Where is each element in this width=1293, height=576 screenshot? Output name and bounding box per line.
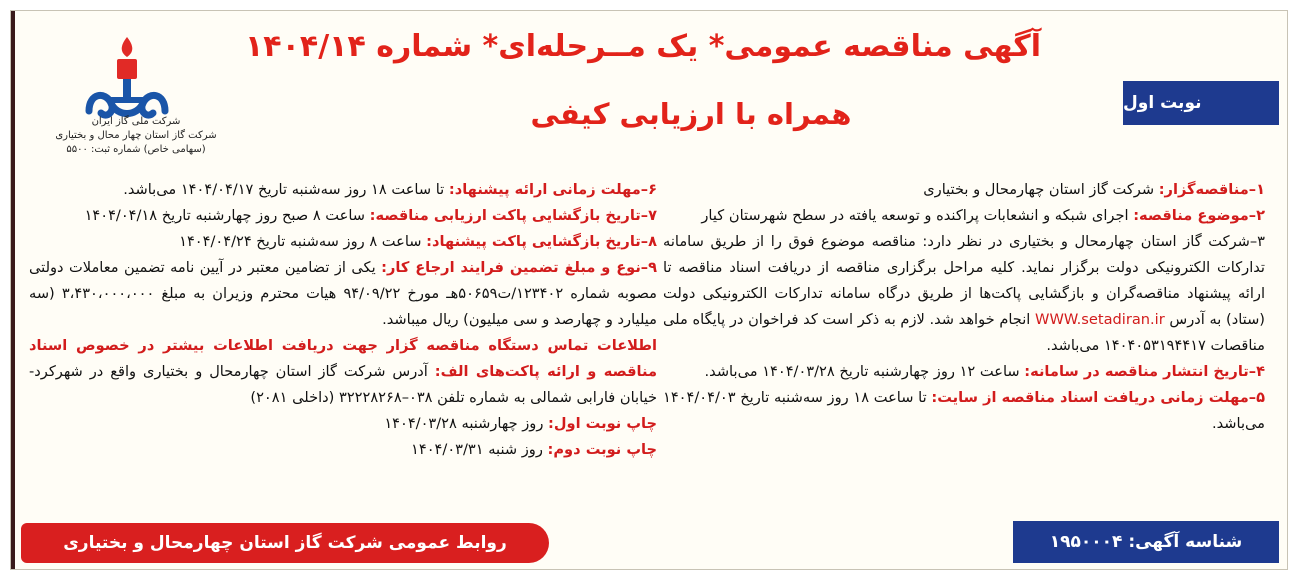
item-3 [663,229,1265,359]
company-caption [51,115,221,157]
item-7-label: ۷–تاریخ بازگشایی پاکت ارزیابی مناقصه: [369,207,657,224]
item-4 [663,359,1265,385]
contact-heading: اطلاعات تماس دستگاه مناقصه گزار جهت دریافت اطلاعات بیشتر در خصوص اسناد مناقصه و ارائه پاکت‌های الف: [29,337,658,380]
left-column [29,177,657,463]
print-first-label: چاپ نوبت اول: [548,415,657,432]
right-column [663,177,1265,437]
item-8-text: ساعت ۸ روز سه‌شنبه تاریخ ۱۴۰۴/۰۴/۲۴ [179,233,422,250]
caption-line-3: (سهامی خاص) شماره ثبت: ۵۵۰۰ [66,144,206,155]
notice-title: آگهی مناقصه عمومی* یک مــرحله‌ای* شماره ۱۴۰۴/۱۴ [244,29,1041,64]
item-2 [663,203,1265,229]
item-6-label: ۶–مهلت زمانی ارائه پیشنهاد: [448,181,657,198]
notice-subtitle: همراه با ارزیابی کیفی [530,97,852,131]
item-1-text: شرکت گاز استان چهارمحال و بختیاری [923,181,1155,198]
item-1 [663,177,1265,203]
print-second-text: روز شنبه ۱۴۰۴/۰۳/۳۱ [411,441,543,458]
item-4-text: ساعت ۱۲ روز چهارشنبه تاریخ ۱۴۰۴/۰۳/۲۸ می‌باشد. [704,363,1020,380]
item-4-label: ۴–تاریخ انتشار مناقصه در سامانه: [1024,363,1265,380]
item-5 [663,385,1265,437]
item-7-text: ساعت ۸ صبح روز چهارشنبه تاریخ ۱۴۰۴/۰۴/۱۸ [84,207,366,224]
item-8 [29,229,657,255]
setad-url-link[interactable]: WWW.setadiran.ir [1035,311,1165,328]
item-3-text-a: ۳–شرکت گاز استان چهارمحال و بختیاری در نظر دارد: مناقصه موضوع فوق را از طریق سامانه تدارکات الکترونیکی دولت برگزار نماید. کلیه مراحل برگزاری مناقصه از دریافت اسناد مناقصه تا ارائه پیشنهاد مناقصه‌گران و بازگشایی پاکت‌ها از طریق درگاه سامانه تدارکات الکترونیکی دولت (ستاد) به آدرس [663,233,1266,328]
ad-id-badge: شناسه آگهی: ۱۹۵۰۰۰۴ [1013,521,1279,563]
item-7 [29,203,657,229]
item-1-label: ۱–مناقصه‌گزار: [1158,181,1265,198]
item-9-text: یکی از تضامین معتبر در آیین نامه تضمین معاملات دولتی مصوبه شماره ۱۲۳۴۰۲/ت۵۰۶۵۹هـ مورخ ۹۴/۰۹/۲۲ هیات محترم وزیران به مبلغ ۳،۴۳۰،۰۰۰،۰۰۰ (سه میلیارد و چهارصد و سی میلیون) ریال میباشد. [29,259,657,328]
page-edge [11,11,15,570]
caption-line-1: شرکت ملی گاز ایران [91,116,181,127]
print-first-text: روز چهارشنبه ۱۴۰۴/۰۳/۲۸ [384,415,544,432]
item-5-text: تا ساعت ۱۸ روز سه‌شنبه تاریخ ۱۴۰۴/۰۴/۰۳ می‌باشد. [663,389,1265,432]
item-8-label: ۸–تاریخ بازگشایی پاکت پیشنهاد: [426,233,657,250]
item-2-label: ۲–موضوع مناقصه: [1133,207,1265,224]
print-second-label: چاپ نوبت دوم: [547,441,657,458]
public-relations-banner: روابط عمومی شرکت گاز استان چهارمحال و بختیاری [21,523,549,563]
item-9-label: ۹–نوع و مبلغ تضمین فرایند ارجاع کار: [381,259,658,276]
round-badge: نوبت اول [1123,81,1279,125]
item-9 [29,255,657,333]
contact-text: آدرس شرکت گاز استان چهارمحال و بختیاری واقع در شهرکرد-خیابان فارابی شمالی به شماره تلفن ۰۳۸–۳۲۲۲۸۲۶۸ (داخلی ۲۰۸۱) [29,363,657,406]
item-6-text: تا ساعت ۱۸ روز سه‌شنبه تاریخ ۱۴۰۴/۰۴/۱۷ می‌باشد. [123,181,445,198]
item-5-label: ۵–مهلت زمانی دریافت اسناد مناقصه از سایت: [931,389,1265,406]
print-second [29,437,657,463]
item-6 [29,177,657,203]
tender-notice [10,10,1288,570]
item-3-text-b: انجام خواهد شد. لازم به ذکر است کد فراخوان در پایگاه ملی مناقصات ۱۴۰۴۰۵۳۱۹۴۴۱۷ می‌باشد. [663,311,1265,354]
contact-info [29,333,657,411]
caption-line-2: شرکت گاز استان چهار محال و بختیاری [55,130,217,141]
print-first [29,411,657,437]
item-2-text: اجرای شبکه و انشعابات پراکنده و توسعه یافته در سطح شهرستان کیار [701,207,1129,224]
